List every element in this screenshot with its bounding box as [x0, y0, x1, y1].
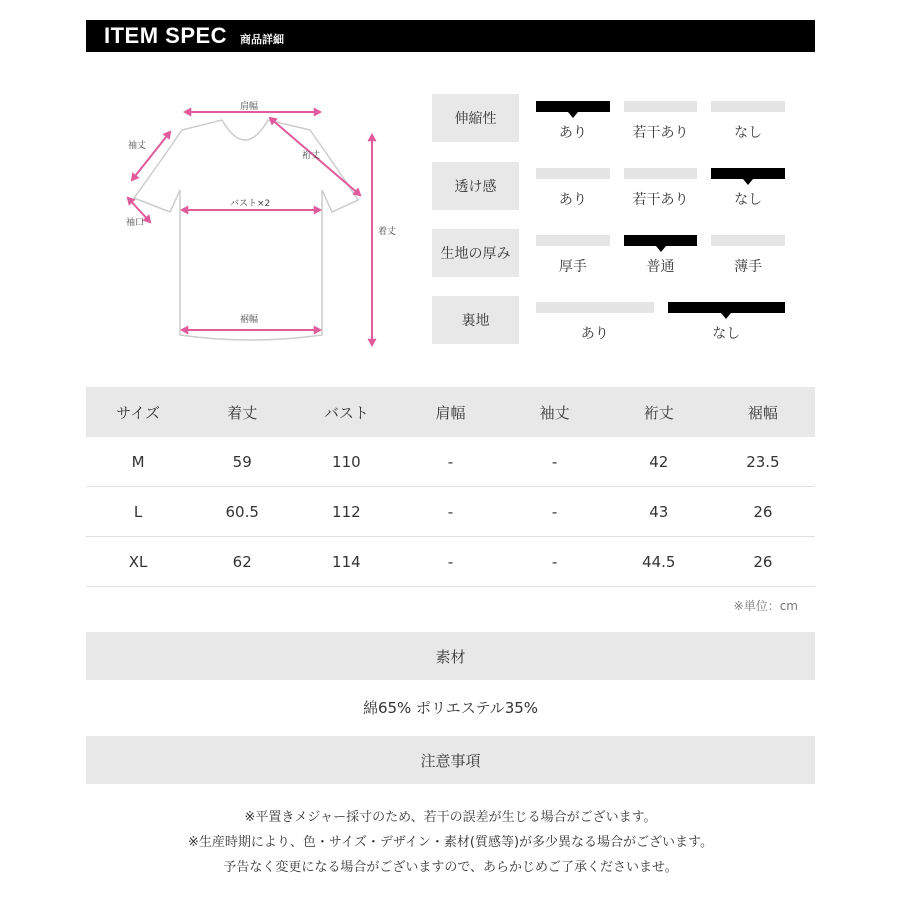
spec-option-label: 薄手 [734, 259, 763, 275]
header-length: 着丈 [227, 403, 258, 422]
caution-line: 予告なく変更になる場合がございますので、あらかじめご了承くださいませ。 [223, 860, 678, 875]
header-bust: バスト [323, 403, 369, 422]
spec-option-bar [624, 235, 698, 246]
spec-option-label: 厚手 [558, 259, 587, 275]
spec-option-bar [668, 302, 786, 313]
spec-label-lining: 裏地 [432, 296, 519, 344]
selected-pointer-icon [743, 179, 753, 185]
spec-option-label: なし [734, 125, 763, 141]
tshirt-illustration [110, 90, 410, 360]
material-text: 綿65% ポリエステル35% [362, 699, 539, 717]
caution-title: 注意事項 [86, 736, 815, 784]
material-title: 素材 [86, 632, 815, 680]
spec-option-label: あり [580, 326, 609, 342]
header-title: ITEM SPEC [104, 23, 228, 48]
caution-line: ※平置きメジャー採寸のため、若干の誤差が生じる場合がございます。 [244, 810, 657, 825]
selected-pointer-icon [568, 112, 578, 118]
cell: 43 [649, 502, 669, 521]
table-row [86, 437, 815, 487]
label-shoulder: 肩幅 [240, 102, 259, 112]
cell: - [447, 452, 454, 471]
header-bar [86, 20, 815, 52]
caution-line: ※生産時期により、色・サイズ・デザイン・素材(質感等)が多少異なる場合がございます。 [187, 835, 714, 850]
cell: 44.5 [642, 552, 676, 571]
cell: 114 [332, 552, 361, 571]
cell: 42 [649, 452, 669, 471]
header-hem: 裾幅 [747, 403, 778, 422]
spec-option-bar [536, 168, 610, 179]
cell: 23.5 [746, 452, 780, 471]
size-table-header [86, 387, 815, 437]
header-yuki: 裄丈 [643, 403, 674, 422]
spec-option-bar [536, 302, 654, 313]
spec-option-label: あり [558, 192, 587, 208]
cell: - [447, 552, 454, 571]
header-shoulder: 肩幅 [435, 403, 466, 422]
arrowhead-icon [369, 340, 375, 345]
table-row [86, 537, 815, 587]
spec-option-label: あり [558, 125, 587, 141]
cell: - [447, 502, 454, 521]
label-hem: 裾幅 [240, 315, 259, 325]
header-subtitle: 商品詳細 [240, 33, 284, 46]
header-size: サイズ [116, 403, 160, 422]
label-length: 着丈 [378, 227, 397, 237]
cell: L [133, 502, 143, 521]
spec-option-label: なし [734, 192, 763, 208]
header-sleeve: 袖丈 [539, 403, 570, 422]
cell: - [551, 452, 558, 471]
cell: 59 [232, 452, 252, 471]
label-bust: バスト×2 [230, 199, 271, 209]
arrowhead-icon [315, 109, 320, 115]
label-cuff: 袖口 [126, 218, 145, 228]
cell: 110 [332, 452, 361, 471]
spec-option-bar [536, 101, 610, 112]
cell: 26 [753, 552, 773, 571]
spec-label-thickness: 生地の厚み [432, 229, 519, 277]
spec-option-bar [711, 168, 785, 179]
spec-option-bar [624, 168, 698, 179]
cell: - [551, 552, 558, 571]
spec-option-label: なし [712, 326, 741, 342]
arrowhead-icon [185, 109, 190, 115]
spec-option-bar [711, 101, 785, 112]
cell: 62 [232, 552, 252, 571]
cell: - [551, 502, 558, 521]
tshirt-diagram [110, 90, 410, 360]
spec-label-sheerness: 透け感 [432, 162, 519, 210]
cell: XL [128, 552, 148, 571]
unit-note: ※単位：cm [733, 599, 798, 613]
cell: 60.5 [225, 502, 259, 521]
selected-pointer-icon [721, 313, 731, 319]
cell: 112 [332, 502, 361, 521]
spec-option-label: 若干あり [632, 192, 689, 208]
spec-label-stretch: 伸縮性 [432, 94, 519, 142]
table-row [86, 487, 815, 537]
selected-pointer-icon [656, 246, 666, 252]
arrowhead-icon [369, 135, 375, 140]
spec-option-bar [711, 235, 785, 246]
spec-option-bar [624, 101, 698, 112]
cell: 26 [753, 502, 773, 521]
spec-option-bar [536, 235, 610, 246]
label-yuki: 裄丈 [302, 151, 321, 161]
size-table [86, 387, 815, 587]
spec-option-label: 普通 [646, 259, 675, 275]
spec-option-label: 若干あり [632, 125, 689, 141]
label-sleeve: 袖丈 [128, 141, 147, 151]
cell: M [131, 452, 145, 471]
